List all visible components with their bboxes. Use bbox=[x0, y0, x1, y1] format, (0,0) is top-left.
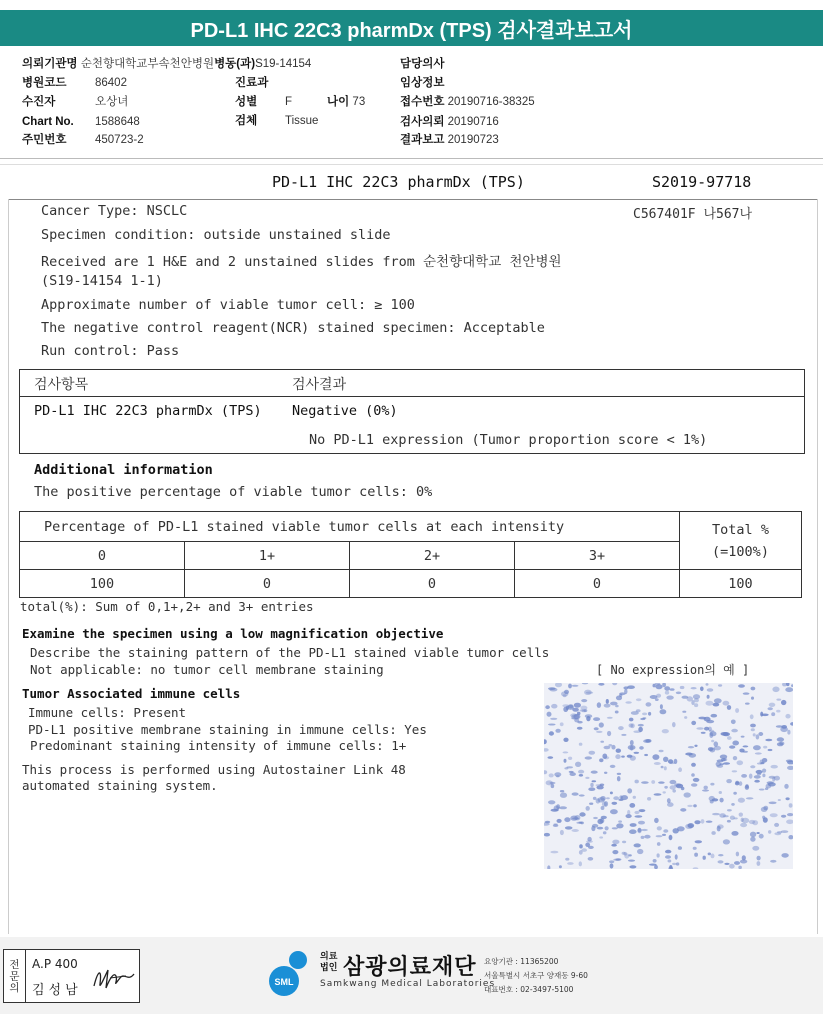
table-note: total(%): Sum of 0,1+,2+ and 3+ entries bbox=[20, 599, 314, 614]
request-label: 검사의뢰 bbox=[400, 116, 445, 128]
specimen-value: Tissue bbox=[285, 115, 319, 127]
examine-line2: Not applicable: no tumor cell membrane staining bbox=[30, 662, 384, 677]
level-3: 3+ bbox=[515, 542, 680, 570]
examine-line1: Describe the staining pattern of the PD-L1 stained viable tumor cells bbox=[30, 645, 550, 660]
patient-value: 오상녀 bbox=[95, 96, 129, 108]
additional-heading: Additional information bbox=[34, 462, 213, 478]
value-3: 0 bbox=[515, 570, 680, 598]
process-line1: This process is performed using Autostainer Link 48 bbox=[22, 762, 406, 777]
level-0: 0 bbox=[20, 542, 185, 570]
result-table bbox=[19, 369, 805, 454]
value-0: 100 bbox=[20, 570, 185, 598]
result-item: PD-L1 IHC 22C3 pharmDx (TPS) bbox=[34, 403, 262, 419]
immune-line1: Immune cells: Present bbox=[28, 705, 187, 720]
receipt-value: 20190716-38325 bbox=[447, 96, 535, 108]
micrograph-image bbox=[544, 683, 793, 869]
level-1: 1+ bbox=[185, 542, 350, 570]
value-1: 0 bbox=[185, 570, 350, 598]
hospital-code-label: 병원코드 bbox=[22, 77, 67, 89]
org-legal-2: 법인 bbox=[320, 963, 338, 973]
specialist-label: 전문의 bbox=[4, 950, 26, 1002]
org-name: 삼광의료재단 bbox=[343, 955, 477, 980]
report-title: PD-L1 IHC 22C3 pharmDx (TPS) 검사결과보고서 bbox=[190, 19, 633, 42]
chart-value: 1588648 bbox=[95, 116, 140, 128]
signature-rank: A.P 400 bbox=[32, 957, 78, 971]
age-value: 73 bbox=[352, 96, 366, 108]
process-line2: automated staining system. bbox=[22, 778, 218, 793]
patient-label: 수진자 bbox=[22, 96, 56, 108]
test-title: PD-L1 IHC 22C3 pharmDx (TPS) bbox=[272, 173, 525, 191]
cancer-type: Cancer Type: NSCLC bbox=[41, 203, 188, 219]
age-label: 나이 bbox=[327, 96, 350, 108]
doctor-label: 담당의사 bbox=[400, 58, 445, 70]
slide-id: (S19-14154 1-1) bbox=[41, 273, 163, 289]
org-legal bbox=[320, 952, 337, 974]
org-logo bbox=[268, 948, 588, 998]
examine-heading: Examine the specimen using a low magnification objective bbox=[22, 626, 444, 641]
id-value: 450723-2 bbox=[95, 134, 144, 146]
viable-tumor-cell: Approximate number of viable tumor cell: ≥ 100 bbox=[41, 297, 415, 313]
value-2: 0 bbox=[350, 570, 515, 598]
org-info-2: 서울특별시 서초구 양재동 9-60 bbox=[484, 971, 588, 980]
sex-value: F bbox=[285, 96, 293, 108]
value-total: 100 bbox=[680, 570, 802, 598]
additional-text: The positive percentage of viable tumor cells: 0% bbox=[34, 484, 433, 500]
request-value: 20190716 bbox=[447, 116, 499, 128]
result-value: Negative (0%) bbox=[292, 403, 398, 419]
report-title-bar bbox=[0, 10, 823, 46]
immune-heading: Tumor Associated immune cells bbox=[22, 686, 241, 701]
header-divider bbox=[0, 158, 823, 159]
org-eng: Samkwang Medical Laboratories bbox=[320, 979, 496, 989]
receipt-label: 접수번호 bbox=[400, 96, 445, 108]
dept-label: 진료과 bbox=[235, 77, 269, 89]
immune-line3: Predominant staining intensity of immune cells: 1+ bbox=[30, 738, 407, 753]
run-control: Run control: Pass bbox=[41, 343, 180, 359]
clinical-info-label: 임상정보 bbox=[400, 77, 445, 89]
header-divider-2 bbox=[0, 164, 823, 165]
intensity-header: Percentage of PD-L1 stained viable tumor cells at each intensity bbox=[20, 512, 680, 542]
report-frame-right bbox=[817, 199, 818, 934]
signature-name: 김성남 bbox=[32, 983, 82, 998]
received-slides: Received are 1 H&E and 2 unstained slides from 순천향대학교 천안병원 bbox=[41, 254, 562, 270]
hospital-code-value: 86402 bbox=[95, 77, 127, 89]
chart-label: Chart No. bbox=[22, 116, 74, 128]
id-label: 주민번호 bbox=[22, 134, 67, 146]
ward-label: 병동(과) bbox=[214, 58, 256, 70]
report-date-label: 결과보고 bbox=[400, 134, 445, 146]
institution-value: 순천향대학교부속천안병원 bbox=[80, 58, 215, 70]
report-frame-left bbox=[8, 199, 9, 934]
signature-box bbox=[3, 949, 140, 1003]
report-date-value: 20190723 bbox=[447, 134, 499, 146]
org-info-1: 요양기관 : 11365200 bbox=[484, 957, 559, 966]
handwritten-signature bbox=[92, 964, 136, 994]
total-sub: (=100%) bbox=[712, 543, 769, 560]
sex-label: 성별 bbox=[235, 96, 258, 108]
negative-control: The negative control reagent(NCR) stained specimen: Acceptable bbox=[41, 320, 545, 336]
specimen-condition: Specimen condition: outside unstained slide bbox=[41, 227, 391, 243]
institution-label: 의뢰기관명 bbox=[22, 58, 78, 70]
ward-value: S19-14154 bbox=[255, 58, 312, 70]
report-frame-top bbox=[8, 199, 818, 200]
result-table-header bbox=[20, 370, 804, 397]
level-2: 2+ bbox=[350, 542, 515, 570]
sml-logo-icon bbox=[268, 948, 320, 998]
intensity-table bbox=[19, 511, 802, 598]
org-info-3: 대표번호 : 02-3497-5100 bbox=[484, 985, 574, 994]
org-legal-1: 의료 bbox=[320, 952, 338, 962]
sample-code: C567401F 나567나 bbox=[633, 207, 753, 222]
total-label: Total % bbox=[712, 521, 769, 538]
sml-logo-text: SML bbox=[274, 977, 294, 987]
result-detail: No PD-L1 expression (Tumor proportion score < 1%) bbox=[309, 432, 708, 448]
col-result: 검사결과 bbox=[292, 377, 347, 393]
micro-caption: [ No expression의 예 ] bbox=[596, 663, 750, 677]
specimen-label: 검체 bbox=[235, 115, 258, 127]
immune-line2: PD-L1 positive membrane staining in immune cells: Yes bbox=[28, 722, 427, 737]
total-header bbox=[680, 512, 802, 570]
test-code: S2019-97718 bbox=[652, 173, 752, 191]
col-item: 검사항목 bbox=[34, 377, 89, 393]
